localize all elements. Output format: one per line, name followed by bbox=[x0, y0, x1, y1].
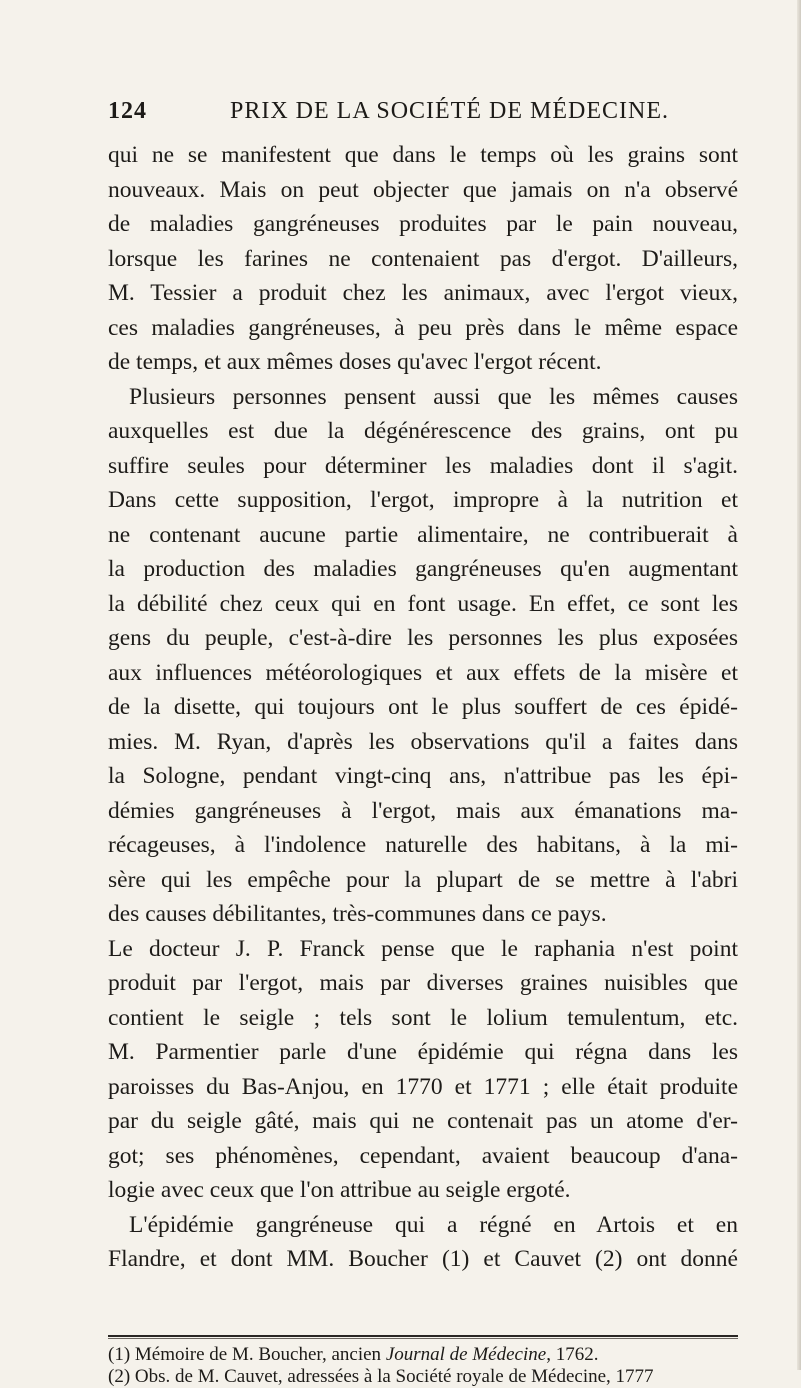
text-line: got; ses phénomènes, cependant, avaient beaucoup d'ana- bbox=[108, 1142, 738, 1169]
text-line: contient le seigle ; tels sont le lolium temulentum, etc. bbox=[108, 1004, 738, 1031]
running-header bbox=[108, 98, 728, 134]
text-line: M. Parmentier parle d'une épidémie qui régna dans les bbox=[108, 1039, 738, 1065]
text-line: gens du peuple, c'est-à-dire les personnes les plus exposées bbox=[108, 625, 738, 651]
text-line: logie avec ceux que l'on attribue au seigle ergoté. bbox=[108, 1177, 571, 1203]
text-line: mies. M. Ryan, d'après les observations qu'il a faites dans bbox=[108, 728, 738, 755]
text-line: des causes débilitantes, très-communes dans ce pays. bbox=[108, 901, 607, 927]
text-line: qui ne se manifestent que dans le temps où les grains sont bbox=[108, 142, 738, 168]
footnote-rule bbox=[108, 1335, 738, 1337]
footnote-mark: (2) bbox=[108, 1366, 131, 1387]
text-line: suffire seules pour déterminer les maladies dont il s'agit. bbox=[108, 452, 738, 479]
footnote-journal-title: Journal de Médecine bbox=[385, 1344, 547, 1365]
footnote-mark: (1) bbox=[108, 1344, 131, 1365]
text-line: lorsque les farines ne contenaient pas d'ergot. D'ailleurs, bbox=[108, 245, 738, 272]
text-line: de la disette, qui toujours ont le plus souffert de ces épidé- bbox=[108, 694, 738, 720]
text-line: la Sologne, pendant vingt-cinq ans, n'attribue pas les épi- bbox=[108, 763, 738, 789]
text-line: récageuses, à l'indolence naturelle des habitans, à la mi- bbox=[108, 832, 738, 858]
text-line: de temps, et aux mêmes doses qu'avec l'ergot récent. bbox=[108, 349, 602, 375]
text-line: Flandre, et dont MM. Boucher (1) et Cauvet (2) ont donné bbox=[108, 1246, 738, 1272]
text-line: Dans cette supposition, l'ergot, impropre à la nutrition et bbox=[108, 487, 738, 513]
text-line: sère qui les empêche pour la plupart de se mettre à l'abri bbox=[108, 866, 738, 893]
text-line: Le docteur J. P. Franck pense que le raphania n'est point bbox=[108, 935, 738, 962]
text-line: produit par l'ergot, mais par diverses graines nuisibles que bbox=[108, 970, 738, 996]
body-text bbox=[108, 138, 738, 1277]
text-line: par du seigle gâté, mais qui ne contenait pas un atome d'er- bbox=[108, 1108, 738, 1134]
footnote-text: Mémoire de M. Boucher, ancien bbox=[134, 1344, 386, 1365]
page-number: 124 bbox=[108, 98, 147, 124]
text-line: auxquelles est due la dégénérescence des grains, ont pu bbox=[108, 418, 738, 444]
page-edge bbox=[797, 0, 801, 1370]
text-line: la débilité chez ceux qui en font usage. En effet, ce sont les bbox=[108, 590, 738, 617]
text-line: la production des maladies gangréneuses qu'en augmentant bbox=[108, 556, 738, 582]
footnote-text: Obs. de M. Cauvet, adressées à la Société royale de Médecine, 1777 bbox=[134, 1366, 654, 1387]
text-line: Plusieurs personnes pensent aussi que les mêmes causes bbox=[129, 383, 738, 410]
text-line: aux influences météorologiques et aux effets de la misère et bbox=[108, 659, 738, 686]
text-line: M. Tessier a produit chez les animaux, avec l'ergot vieux, bbox=[108, 280, 738, 306]
text-line: nouveaux. Mais on peut objecter que jamais on n'a observé bbox=[108, 176, 738, 203]
footnote-rule-thin bbox=[108, 1338, 738, 1339]
footnote-1 bbox=[108, 1344, 748, 1366]
text-line: démies gangréneuses à l'ergot, mais aux émanations ma- bbox=[108, 797, 738, 824]
footnote-2 bbox=[108, 1366, 748, 1388]
footnote-text-end: , 1762. bbox=[546, 1344, 599, 1365]
text-line: ces maladies gangréneuses, à peu près dans le même espace bbox=[108, 314, 738, 341]
text-line: de maladies gangréneuses produites par le pain nouveau, bbox=[108, 211, 738, 237]
text-line: paroisses du Bas-Anjou, en 1770 et 1771 ; elle était produite bbox=[108, 1073, 738, 1100]
text-line: ne contenant aucune partie alimentaire, ne contribuerait à bbox=[108, 521, 738, 548]
text-line: L'épidémie gangréneuse qui a régné en Artois et en bbox=[129, 1211, 738, 1238]
running-title: PRIX DE LA SOCIÉTÉ DE MÉDECINE. bbox=[230, 98, 669, 124]
footnotes bbox=[108, 1344, 748, 1388]
